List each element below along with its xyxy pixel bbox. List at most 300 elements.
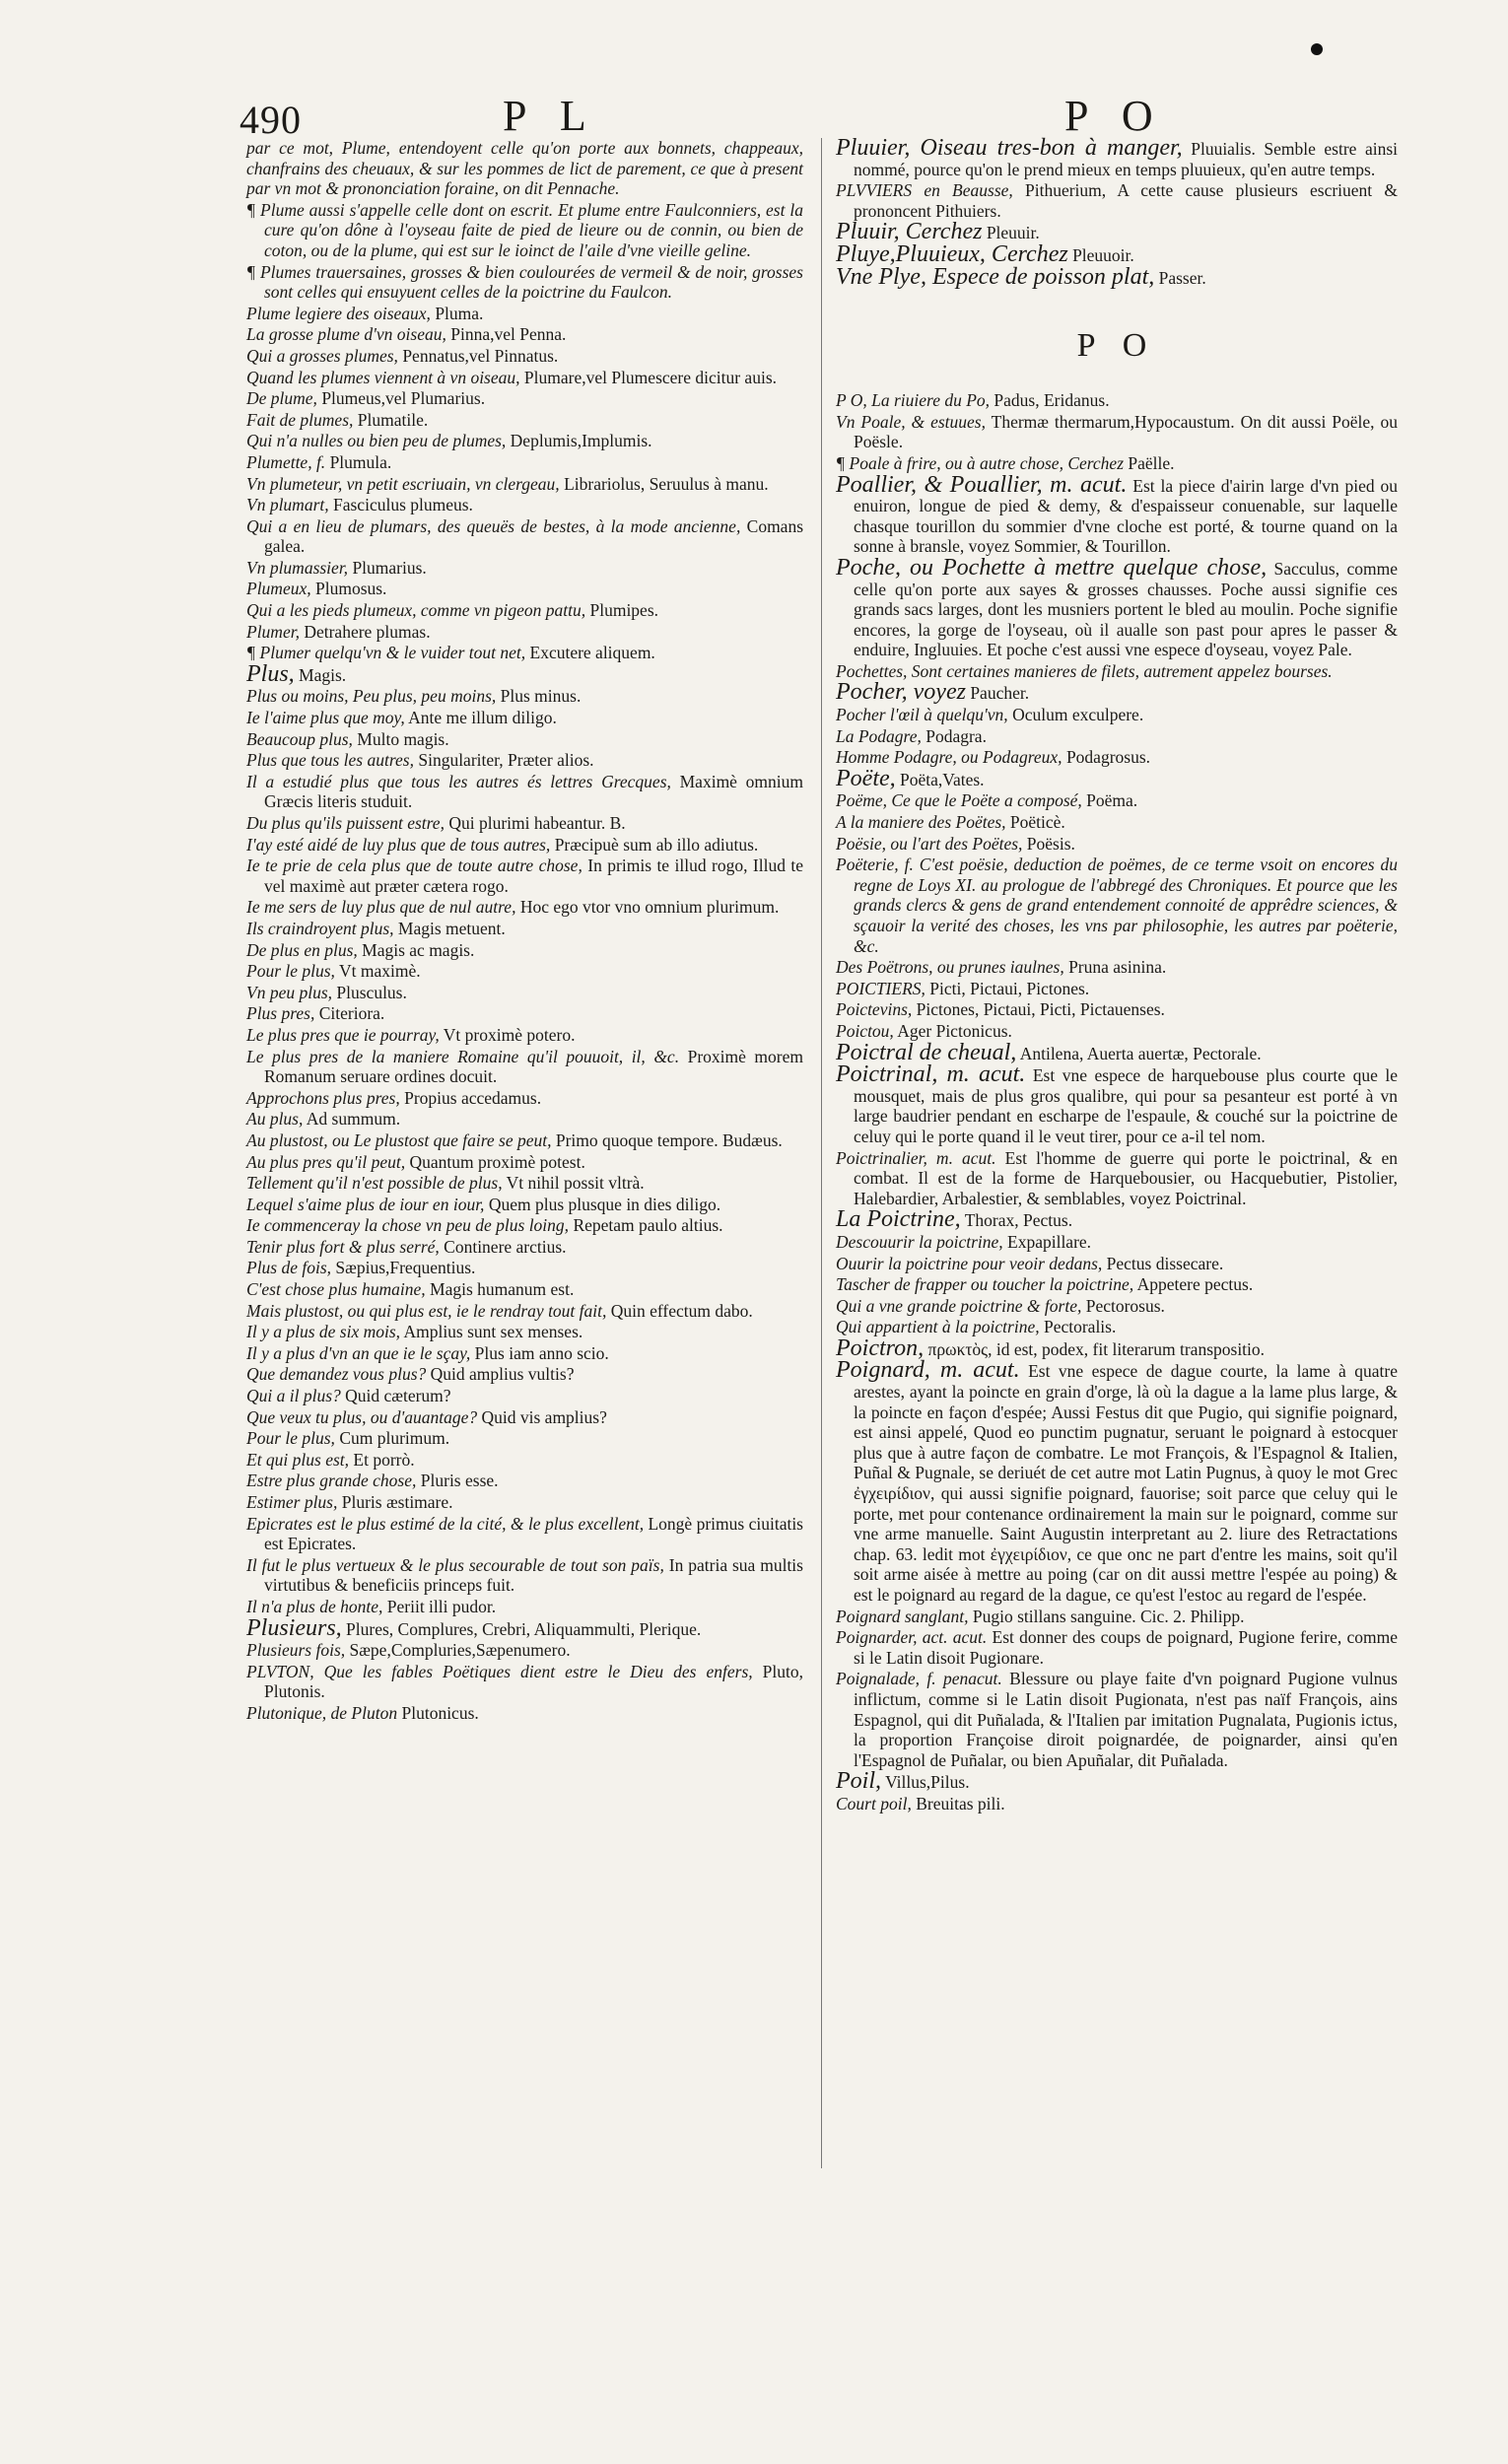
ink-dot-mark [1311, 43, 1323, 55]
dictionary-entry [246, 983, 803, 1003]
entry-latin: Pictones, Pictaui, Picti, Pictauenses. [916, 999, 1165, 1020]
entry-french: Vn peu plus, [246, 982, 333, 1002]
dictionary-entry [246, 516, 803, 557]
dictionary-entry [836, 747, 1398, 768]
entry-french: Pluuier, Oiseau tres-bon à manger, [836, 135, 1183, 161]
entry-french: Pluuir, Cerchez [836, 219, 983, 245]
entry-french: Estre plus grande chose, [246, 1471, 417, 1491]
entry-french: Tenir plus fort & plus serré, [246, 1236, 440, 1257]
dictionary-entry [246, 324, 803, 345]
entry-french: Ils craindroyent plus, [246, 918, 394, 938]
dictionary-entry [246, 1471, 803, 1491]
entry-french: Poignarder, act. acut. [836, 1627, 988, 1648]
dictionary-entry [836, 1296, 1398, 1317]
entry-french: Il a estudié plus que tous les autres és lettres Grecques, [246, 771, 671, 791]
entry-french: Plusieurs, [246, 1614, 342, 1641]
dictionary-entry [836, 999, 1398, 1020]
entry-french: I'ay esté aidé de luy plus que de tous autres, [246, 834, 551, 855]
entry-french: Poictrinal, m. acut. [836, 1061, 1026, 1088]
dictionary-entry [836, 1254, 1398, 1274]
dictionary-entry [246, 346, 803, 367]
entry-latin: Citeriora. [318, 1003, 385, 1024]
entry-french: Poësie, ou l'art des Poëtes, [836, 833, 1023, 854]
dictionary-entry [246, 1450, 803, 1471]
dictionary-entry [246, 1386, 803, 1406]
entry-latin: Poëma. [1086, 790, 1138, 811]
dictionary-entry [246, 1195, 803, 1215]
entry-latin: Pluuialis. Semble estre ainsi nommé, pource qu'on le prend mieux en temps pluuieux, qu'en autre temps. [854, 139, 1399, 179]
entry-latin: Blessure ou playe faite d'vn poignard Pugione vulnus inflictum, comme si le Latin disoit Pugionata, n'est pas naïf François, ains Espagnol, qui dit Puñalada, & l'Italien par imitation Pugnalata, Pugionis ictus, la proportion Françoise diroit poignardée, de poignarder, ainsi qu'en l'Espagnol de Puñalar, ou bien Apuñalar, dit Puñalada. [854, 1669, 1398, 1770]
entry-latin: Hoc ego vtor vno omnium plurimum. [519, 897, 780, 918]
dictionary-entry [246, 431, 803, 451]
entry-latin: Ad summum. [306, 1109, 401, 1129]
entry-french: Plus ou moins, Peu plus, peu moins, [246, 686, 497, 707]
entry-latin: Pennatus,vel Pinnatus. [402, 345, 559, 366]
dictionary-entry [836, 1039, 1398, 1065]
entry-french: Vn plumeteur, vn petit escriuain, vn clergeau, [246, 473, 560, 494]
entry-latin: Multo magis. [357, 728, 449, 749]
entry-latin: Breuitas pili. [916, 1793, 1005, 1814]
entry-french: Qui n'a nulles ou bien peu de plumes, [246, 431, 507, 451]
entry-french: Qui a les pieds plumeux, comme vn pigeon pattu, [246, 600, 586, 621]
running-head-left: P L [503, 92, 598, 140]
column-divider [821, 138, 822, 2168]
entry-latin: Fasciculus plumeus. [333, 495, 473, 515]
entry-french: Que demandez vous plus? [246, 1364, 427, 1385]
dictionary-entry [836, 453, 1398, 474]
entry-french: Qui a vne grande poictrine & forte, [836, 1295, 1082, 1316]
entry-french: Pocher l'œil à quelqu'vn, [836, 705, 1008, 725]
dictionary-entry [246, 452, 803, 473]
dictionary-entry [246, 1047, 803, 1087]
dictionary-entry [246, 686, 803, 707]
entry-latin: Plumula. [329, 451, 392, 472]
entry-latin: Detrahere plumas. [304, 621, 431, 642]
entry-french: Poictevins, [836, 999, 913, 1020]
dictionary-entry [246, 1173, 803, 1194]
entry-french: Poche, ou Pochette à mettre quelque chose, [836, 554, 1268, 581]
entry-latin: Poëta,Vates. [900, 769, 985, 789]
entry-latin: Pruna asinina. [1068, 957, 1167, 978]
dictionary-entry [836, 554, 1399, 660]
entry-french: Au plus, [246, 1109, 304, 1129]
dictionary-entry [246, 138, 803, 199]
entry-latin: Ager Pictonicus. [897, 1020, 1012, 1041]
entry-latin: Sacculus, comme celle qu'on porte aux sayes & grosses chausses. Poche aussi signifie ces grands sacs larges, dont les musniers portent le bled au moulin. Poche signifie encores, la gorge de l'oyseau, où il aualle son past pour apres le passer & enduire, Ingluuies. Et poche c'est aussi vne espece d'oyseau, voyez Pale. [854, 558, 1399, 660]
entry-latin: Plumipes. [589, 600, 659, 621]
entry-latin: Est la piece d'airin large d'vn pied ou enuiron, longue de pied & demy, & d'espaisseur conuenable, sur laquelle chasque tourillon du sommier d'vne cloche est porté, & tourne quand on la sonne à bransle, voyez Sommier, & Tourillon. [854, 475, 1399, 557]
entry-french: Au plus pres qu'il peut, [246, 1151, 406, 1172]
right-column [836, 135, 1399, 1815]
entry-latin: Plus iam anno scio. [474, 1342, 609, 1363]
entry-french: C'est chose plus humaine, [246, 1279, 426, 1300]
entry-french: Tascher de frapper ou toucher la poictrine, [836, 1274, 1134, 1295]
entry-french: Poictral de cheual, [836, 1039, 1017, 1065]
dictionary-entry [836, 1232, 1398, 1253]
dictionary-entry [246, 410, 803, 431]
dictionary-entry [836, 1768, 1398, 1795]
entry-french: Ie me sers de luy plus que de nul autre, [246, 897, 516, 918]
entry-latin: Magis ac magis. [362, 939, 475, 960]
entry-french: Plus que tous les autres, [246, 750, 414, 771]
entry-french: Poignard sanglant, [836, 1606, 969, 1626]
entry-latin: Plumosus. [314, 579, 387, 599]
dictionary-entry [246, 304, 803, 324]
entry-french: Plus, [246, 660, 295, 687]
dictionary-entry [836, 240, 1398, 267]
entry-latin: Pectus dissecare. [1106, 1253, 1224, 1273]
entry-french: Ie te prie de cela plus que de toute autre chose, [246, 856, 583, 876]
entry-latin: Thermæ thermarum,Hypocaustum. On dit aussi Poële, ou Poësle. [854, 411, 1399, 452]
entry-latin: Pleuuir. [986, 223, 1040, 243]
entry-french: Poictron, [836, 1335, 925, 1361]
entry-french: Approchons plus pres, [246, 1087, 400, 1108]
entry-latin: Vt proximè potero. [443, 1024, 576, 1045]
entry-french: Poëme, Ce que le Poëte a composé, [836, 790, 1082, 811]
entry-latin: Thorax, Pectus. [964, 1210, 1073, 1231]
entry-latin: Antilena, Auerta auertæ, Pectorale. [1019, 1043, 1262, 1063]
entry-french: Quand les plumes viennent à vn oiseau, [246, 367, 520, 387]
dictionary-entry [836, 661, 1398, 682]
entry-french: Plus de fois, [246, 1258, 332, 1278]
right-column-po-entries [836, 390, 1398, 1814]
entry-latin: Poëticè. [1009, 812, 1065, 833]
entry-french: Poignard, m. acut. [836, 1357, 1020, 1384]
entry-french: Pluye,Pluuieux, Cerchez [836, 240, 1068, 267]
entry-french: Pochettes, Sont certaines manieres de filets, autrement appelez bourses. [836, 660, 1333, 681]
dictionary-entry [246, 1492, 803, 1513]
dictionary-entry [246, 579, 803, 599]
entry-latin: Quid cæterum? [345, 1386, 451, 1406]
dictionary-entry [246, 897, 803, 918]
dictionary-entry [246, 1025, 803, 1046]
entry-latin: Plures, Complures, Crebri, Aliquammulti, Plerique. [346, 1618, 702, 1639]
entry-french: Court poil, [836, 1793, 912, 1814]
entry-french: ¶ Plumes trauersaines, grosses & bien coulourées de vermeil & de noir, grosses sont celles qui ensuyuent celles de la poictrine du Faulcon. [246, 261, 803, 303]
dictionary-entry [836, 726, 1398, 747]
dictionary-entry [246, 1279, 803, 1300]
entry-french: Poignalade, f. penacut. [836, 1669, 1002, 1689]
entry-latin: Padus, Eridanus. [994, 390, 1110, 411]
dictionary-entry [836, 812, 1398, 833]
entry-latin: Pectoralis. [1043, 1317, 1117, 1337]
entry-french: Qui a grosses plumes, [246, 345, 398, 366]
entry-latin: Quid vis amplius? [481, 1406, 607, 1427]
entry-latin: Plumarius. [352, 557, 427, 578]
entry-french: PLVTON, Que les fables Poëtiques dient estre le Dieu des enfers, [246, 1661, 753, 1681]
entry-latin: Pluris esse. [420, 1471, 499, 1491]
entry-latin: Periit illi pudor. [386, 1596, 497, 1616]
entry-french: Beaucoup plus, [246, 728, 353, 749]
dictionary-entry [836, 1021, 1398, 1042]
entry-latin: Qui plurimi habeantur. B. [448, 813, 626, 833]
dictionary-entry [836, 1335, 1398, 1361]
dictionary-entry [246, 1258, 803, 1278]
entry-french: ¶ Poale à frire, ou à autre chose, Cerchez [836, 452, 1125, 473]
entry-french: Au plustost, ou Le plustost que faire se peut, [246, 1129, 552, 1150]
entry-latin: Pinna,vel Penna. [450, 324, 567, 345]
entry-latin: Est l'homme de guerre qui porte le poictrinal, & en combat. Il est de la forme de Harquebousier, ou Hacquebutier, Pistolier, Halebardier, Arbalestier, & semblables, voyez Poictrinal. [854, 1147, 1399, 1208]
dictionary-entry [246, 772, 803, 812]
dictionary-entry [246, 729, 803, 750]
entry-french: par ce mot, Plume, entendoyent celle qu'on porte aux bonnets, chappeaux, chanfrains des cheuaux, & sur les pommes de lict de parement, ce que à present par vn mot & prononciation foraine, on dit Pennache. [246, 138, 803, 199]
dictionary-entry [246, 1130, 803, 1151]
dictionary-entry [246, 1597, 803, 1617]
dictionary-entry [246, 1640, 803, 1661]
entry-latin: Amplius sunt sex menses. [403, 1322, 583, 1342]
entry-french: Tellement qu'il n'est possible de plus, [246, 1173, 503, 1194]
entry-latin: Plus minus. [500, 686, 582, 707]
dictionary-entry [836, 1357, 1399, 1605]
entry-latin: Quem plus plusque in dies diligo. [488, 1194, 721, 1214]
entry-french: Plumette, f. [246, 451, 326, 472]
entry-latin: Quantum proximè potest. [409, 1151, 585, 1172]
dictionary-entry [836, 1148, 1398, 1209]
dictionary-entry [836, 180, 1398, 221]
dictionary-entry [246, 1003, 803, 1024]
entry-french: La Poictrine, [836, 1206, 961, 1233]
entry-french: Que veux tu plus, ou d'auantage? [246, 1406, 478, 1427]
entry-latin: Est donner des coups de poignard, Pugione ferire, comme si le Latin disoit Pugionare. [854, 1627, 1398, 1668]
entry-french: Il fut le plus vertueux & le plus secourable de tout son païs, [246, 1554, 664, 1575]
dictionary-entry [836, 1317, 1398, 1337]
entry-french: Poictrinalier, m. acut. [836, 1147, 996, 1168]
dictionary-entry [836, 790, 1398, 811]
dictionary-entry [246, 1614, 803, 1641]
entry-french: Des Poëtrons, ou prunes iaulnes, [836, 957, 1064, 978]
entry-french: Poictou, [836, 1020, 894, 1041]
entry-french: De plus en plus, [246, 939, 358, 960]
dictionary-entry [836, 1206, 1398, 1233]
entry-french: Plutonique, de Pluton [246, 1702, 398, 1723]
entry-latin: Singulariter, Præter alios. [418, 750, 594, 771]
entry-latin: In primis te illud rogo, Illud te vel maximè aut præter cætera rogo. [264, 856, 804, 896]
dictionary-entry [246, 600, 803, 621]
dictionary-entry [246, 1109, 803, 1129]
entry-latin: Ante me illum diligo. [408, 708, 557, 728]
entry-french: POICTIERS, [836, 978, 925, 998]
entry-latin: Longè primus ciuitatis est Epicrates. [264, 1513, 803, 1554]
dictionary-entry [246, 262, 803, 303]
entry-latin: Plutonicus. [401, 1702, 479, 1723]
dictionary-entry [246, 1301, 803, 1322]
entry-latin: Pithuerium, A cette cause plusieurs escriuent & prononcent Pithuiers. [854, 180, 1398, 221]
entry-latin: Oculum exculpere. [1012, 705, 1144, 725]
dictionary-entry [246, 750, 803, 771]
entry-french: Fait de plumes, [246, 409, 354, 430]
entry-latin: πρωκτὸς, id est, podex, fit literarum transpositio. [927, 1338, 1266, 1359]
entry-latin: Expapillare. [1007, 1231, 1092, 1252]
dictionary-entry [246, 813, 803, 834]
entry-latin: Est vne espece de dague courte, la lame à quatre arestes, ayant la poincte en grain d'orge, là où la dague a la lame plus large, & la poincte en façon d'espée; Aussi Festus dit que Pugio, qui signifie poignard, est ainsi appelé, Quod eo punctim pugnatur, seruant le poignard à estocquer plus que à autre façon de combatre. Le mot François, & l'Espagnol & Italien, Puñal & Pugnale, se deriuét de cet autre mot Latin Pugnus, à quoy le mot Grec ἐγχειρίδιον, qui aussi signifie poignard, fauorise; soit parce que celuy qui le porte, met pour contenance ordinairement la main sur le poignard, comme sur vne arme manuelle. Saint Augustin interpretant au 2. liure des Retractations chap. 63. ledit mot ἐγχειρίδιον, ce que onc ne part d'entre les mains, soit qu'il soit arme aisée à mettre au poing (car on dit aussi mettre l'espée au poing) & est le poignard au regard de la dague, ce qu'est l'estoc au regard de l'espée. [854, 1361, 1399, 1605]
dictionary-entry [246, 622, 803, 643]
entry-latin: Proximè morem Romanum seruare ordines docuit. [264, 1046, 804, 1087]
entry-french: Du plus qu'ils puissent estre, [246, 813, 445, 833]
entry-latin: Pleuuoir. [1072, 244, 1134, 265]
dictionary-entry [836, 263, 1398, 290]
dictionary-entry [246, 474, 803, 495]
dictionary-entry [246, 919, 803, 939]
entry-latin: Deplumis,Implumis. [510, 431, 652, 451]
entry-french: Le plus pres de la maniere Romaine qu'il pouuoit, il, &c. [246, 1046, 680, 1066]
entry-french: Poil, [836, 1768, 881, 1795]
dictionary-entry [836, 219, 1398, 245]
entry-french: ¶ Plumer quelqu'vn & le vuider tout net, [246, 643, 526, 663]
dictionary-entry [246, 200, 803, 261]
entry-latin: Paëlle. [1128, 452, 1175, 473]
entry-french: Il n'a plus de honte, [246, 1596, 383, 1616]
entry-latin: Pectorosus. [1085, 1295, 1165, 1316]
entry-latin: Excutere aliquem. [529, 643, 655, 663]
entry-latin: Podagra. [925, 725, 987, 746]
entry-french: Plume legiere des oiseaux, [246, 303, 431, 323]
entry-french: Vn plumart, [246, 495, 329, 515]
entry-french: Plumeux, [246, 579, 311, 599]
entry-latin: Podagrosus. [1065, 747, 1151, 768]
dictionary-entry [246, 1343, 803, 1364]
dictionary-entry [246, 495, 803, 515]
entry-french: Il y a plus de six mois, [246, 1322, 401, 1342]
page-number: 490 [240, 98, 302, 142]
entry-latin: Est vne espece de harquebouse plus courte que le mousquet, mais de plus gros qualibre, qui pour sa pesanteur est porté à vn large baudrier pendant en escharpe de l'espaule, & couché sur la poictrine de celuy qui le porte quand il le veut tirer, pour ce a-il tel nom. [854, 1065, 1399, 1146]
entry-latin: Vt nihil possit vltrà. [506, 1173, 645, 1194]
dictionary-entry [246, 1514, 803, 1554]
entry-french: Ie commenceray la chose vn peu de plus loing, [246, 1215, 570, 1236]
dictionary-entry [836, 705, 1398, 725]
dictionary-entry [246, 660, 803, 687]
entry-latin: Pluto, Plutonis. [264, 1661, 804, 1702]
entry-latin: Sæpe,Compluries,Sæpenumero. [349, 1640, 571, 1661]
entry-french: Plumer, [246, 621, 300, 642]
entry-latin: Paucher. [970, 683, 1030, 704]
entry-latin: Passer. [1158, 267, 1206, 288]
dictionary-entry [246, 1555, 803, 1596]
entry-french: La grosse plume d'vn oiseau, [246, 324, 446, 345]
entry-french: Ie l'aime plus que moy, [246, 708, 405, 728]
dictionary-entry [246, 558, 803, 579]
entry-french: Ouurir la poictrine pour veoir dedans, [836, 1253, 1103, 1273]
entry-latin: In patria sua multis virtutibus & beneficiis princeps fuit. [264, 1554, 803, 1596]
entry-french: ¶ Plume aussi s'appelle celle dont on escrit. Et plume entre Faulconniers, est la cure qu'on dône à l'oyseau faite de pied de lieure ou de connin, ou bien de coton, ou de la plume, qui est sur le ioinct de l'aile d'vne vieille geline. [246, 199, 803, 260]
entry-latin: Plumatile. [357, 409, 429, 430]
entry-latin: Magis humanum est. [430, 1279, 575, 1300]
dictionary-entry [246, 643, 803, 663]
dictionary-entry [836, 679, 1398, 706]
entry-latin: Repetam paulo altius. [573, 1215, 723, 1236]
entry-french: Pour le plus, [246, 1428, 335, 1449]
left-column [246, 138, 803, 1725]
entry-french: Vne Plye, Espece de poisson plat, [836, 263, 1155, 290]
dictionary-entry [836, 1274, 1398, 1295]
entry-latin: Librariolus, Seruulus à manu. [564, 473, 769, 494]
dictionary-entry [246, 961, 803, 982]
entry-french: Et qui plus est, [246, 1449, 350, 1470]
entry-french: Qui a en lieu de plumars, des queuës de bestes, à la mode ancienne, [246, 515, 741, 536]
entry-french: Le plus pres que ie pourray, [246, 1024, 440, 1045]
entry-latin: Cum plurimum. [339, 1428, 450, 1449]
entry-latin: Plumeus,vel Plumarius. [321, 388, 486, 409]
dictionary-entry [836, 1061, 1399, 1146]
entry-french: Qui appartient à la poictrine, [836, 1317, 1040, 1337]
entry-latin: Poësis. [1026, 833, 1075, 854]
running-head-right: P O [1064, 92, 1165, 140]
dictionary-entry [836, 979, 1398, 999]
section-heading-po: P O [1076, 327, 1157, 365]
entry-latin: Primo quoque tempore. Budæus. [555, 1129, 783, 1150]
entry-french: De plume, [246, 388, 317, 409]
entry-latin: Et porrò. [353, 1449, 415, 1470]
dictionary-entry [836, 135, 1399, 179]
entry-french: Mais plustost, ou qui plus est, ie le rendray tout fait, [246, 1300, 607, 1321]
dictionary-entry [246, 835, 803, 856]
dictionary-entry [246, 856, 803, 896]
dictionary-entry [246, 1215, 803, 1236]
dictionary-entry [246, 1407, 803, 1428]
dictionary-entry [836, 390, 1398, 411]
entry-french: Pour le plus, [246, 961, 335, 982]
entry-latin: Præcipuè sum ab illo adiutus. [554, 834, 759, 855]
entry-french: Poallier, & Pouallier, m. acut. [836, 471, 1128, 498]
entry-french: Estimer plus, [246, 1492, 338, 1512]
dictionary-entry [246, 1152, 803, 1173]
dictionary-entry [836, 1794, 1398, 1814]
entry-latin: Pluris æstimare. [341, 1492, 453, 1512]
entry-french: Poëte, [836, 765, 896, 791]
dictionary-entry [836, 957, 1398, 978]
dictionary-entry [836, 412, 1398, 452]
dictionary-entry [246, 1428, 803, 1449]
dictionary-entry [246, 1364, 803, 1385]
entry-latin: Maximè omnium Græcis literis studuit. [264, 771, 804, 812]
dictionary-entry [246, 1703, 803, 1724]
entry-latin: Comans galea. [264, 515, 804, 557]
dictionary-entry [836, 765, 1398, 791]
entry-latin: Villus,Pilus. [885, 1772, 970, 1793]
entry-french: P O, La riuiere du Po, [836, 390, 991, 411]
entry-latin: Pluma. [435, 303, 484, 323]
entry-latin: Quid amplius vultis? [430, 1364, 575, 1385]
dictionary-entry [246, 368, 803, 388]
entry-latin: Sæpius,Frequentius. [335, 1258, 476, 1278]
entry-french: Epicrates est le plus estimé de la cité, & le plus excellent, [246, 1513, 645, 1534]
dictionary-entry [836, 834, 1398, 855]
entry-french: A la maniere des Poëtes, [836, 812, 1006, 833]
dictionary-entry [246, 1237, 803, 1258]
entry-french: Qui a il plus? [246, 1386, 341, 1406]
entry-latin: Plumare,vel Plumescere dicitur auis. [523, 367, 777, 387]
entry-french: Poëterie, f. C'est poësie, deduction de poëmes, de ce terme vsoit on encores du regne de Loys XI. au prologue de l'abbregé des Chroniques. Et pource que les grands clercs & gens de grand entendement connoité de apprêdre sciences, & sçauoir la verité des choses, les vns par philosophie, les autres par poëterie, &c. [836, 855, 1398, 956]
entry-latin: Magis metuent. [397, 918, 506, 938]
dictionary-entry [836, 471, 1399, 557]
entry-latin: Continere arctius. [444, 1236, 567, 1257]
dictionary-entry [246, 1662, 803, 1702]
entry-french: Descouurir la poictrine, [836, 1231, 1003, 1252]
entry-latin: Appetere pectus. [1136, 1274, 1254, 1295]
dictionary-entry [836, 1669, 1398, 1770]
entry-french: Vn Poale, & estuues, [836, 411, 986, 432]
entry-french: PLVVIERS en Beausse, [836, 180, 1013, 201]
dictionary-entry [246, 388, 803, 409]
dictionary-entry [246, 1088, 803, 1109]
entry-french: Il y a plus d'vn an que ie le sçay, [246, 1342, 471, 1363]
entry-latin: Propius accedamus. [404, 1087, 542, 1108]
entry-latin: Picti, Pictaui, Pictones. [929, 978, 1090, 998]
entry-latin: Vt maximè. [339, 961, 421, 982]
entry-french: Plusieurs fois, [246, 1640, 346, 1661]
entry-french: Plus pres, [246, 1003, 315, 1024]
entry-french: Pocher, voyez [836, 679, 966, 706]
right-column-pl-entries [836, 135, 1399, 290]
